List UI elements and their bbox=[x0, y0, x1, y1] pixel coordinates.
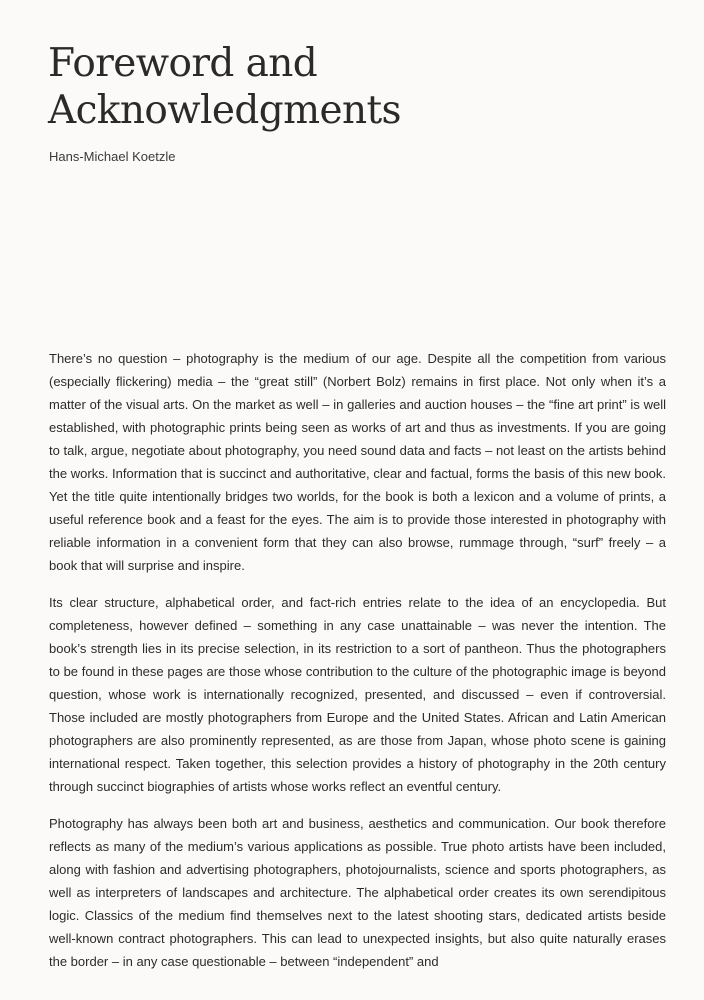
paragraph-1: There’s no question – photography is the medium of our age. Despite all the competition from various (especially flickering) media – the “great still” (Norbert Bolz) remains in first place. Not only when it’s a matter of the visual arts. On the market as well – in galleries and auction houses – the “fine art print” is well established, with photographic prints being seen as works of art and thus as investments. If you are going to talk, argue, negotiate about photography, you need sound data and facts – not least on the artists behind the works. Information that is succinct and authoritative, clear and factual, forms the basis of this new book. Yet the title quite intentionally bridges two worlds, for the book is both a lexicon and a volume of prints, a useful reference book and a feast for the eyes. The aim is to provide those interested in photography with reliable information in a convenient form that they can also browse, rummage through, “surf” freely – a book that will surprise and inspire. bbox=[49, 351, 666, 573]
author-name: Hans-Michael Koetzle bbox=[49, 149, 176, 164]
page-title-line-1: Foreword and bbox=[48, 41, 318, 86]
paragraph-3: Photography has always been both art and business, aesthetics and communication. Our book therefore reflects as many of the medium’s various applications as possible. True photo artists have been included, along with fashion and advertising photographers, photojournalists, science and sports photographers, as well as interpreters of landscapes and architecture. The alphabetical order creates its own serendipitous logic. Classics of the medium find themselves next to the latest shooting stars, dedicated artists beside well-known contract photographers. This can lead to unexpected insights, but also quite naturally erases the border – in any case questionable – between “independent” and bbox=[49, 816, 666, 969]
paragraph-2: Its clear structure, alphabetical order, and fact-rich entries relate to the idea of an encyclopedia. But completeness, however defined – something in any case unattainable – was never the intention. The book’s strength lies in its precise selection, in its restriction to a sort of pantheon. Thus the photographers to be found in these pages are those whose contribution to the culture of the photographic image is beyond question, whose work is internationally recognized, presented, and discussed – even if controversial. Those included are mostly photographers from Europe and the United States. African and Latin American photographers are also prominently represented, as are those from Japan, whose photo scene is gaining international respect. Taken together, this selection provides a history of photography in the 20th century through succinct biographies of artists whose works reflect an eventful century. bbox=[49, 595, 666, 794]
page-title bbox=[48, 40, 648, 134]
body-text bbox=[49, 347, 666, 987]
page-title-line-2: Acknowledgments bbox=[48, 88, 401, 133]
